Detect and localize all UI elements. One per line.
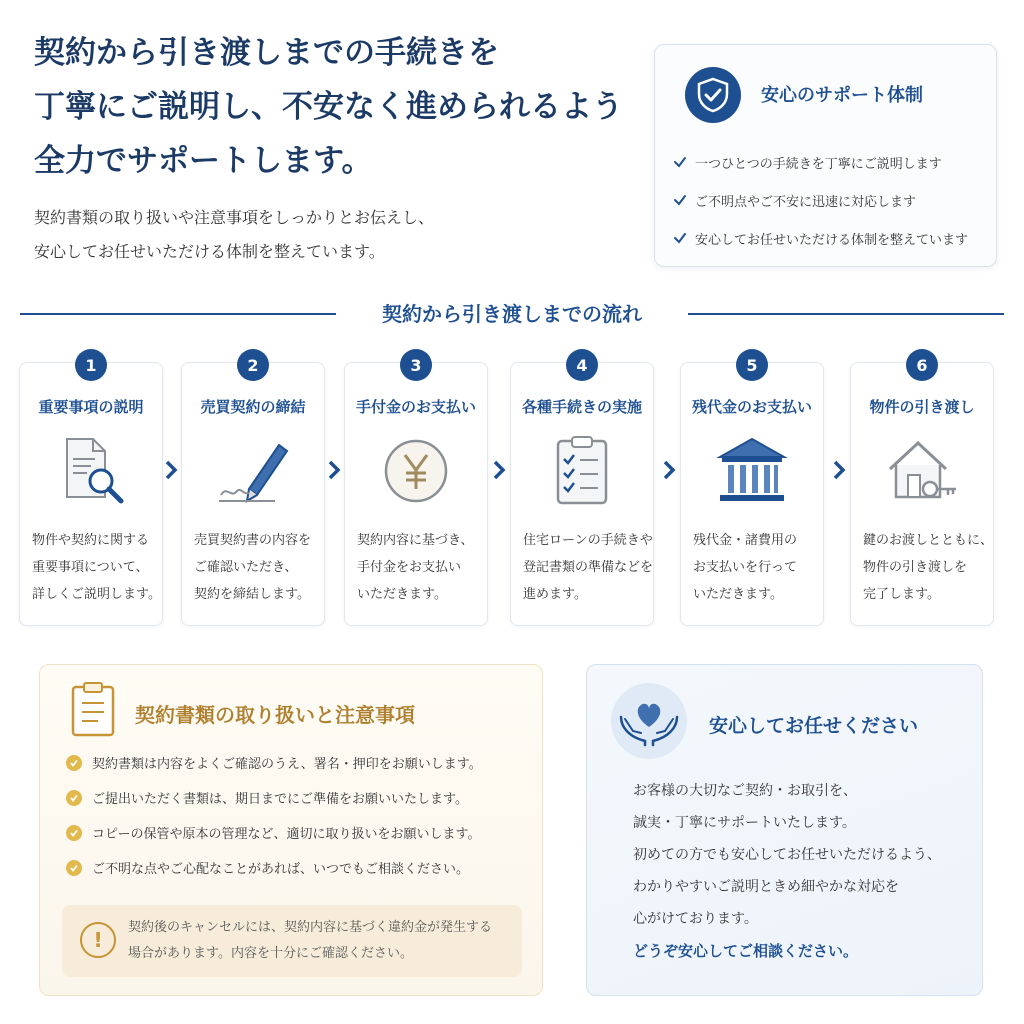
notes-item-label: ご提出いただく書類は、期日までにご準備をお願いいたします。 [92,792,468,807]
shield-check-icon [685,67,741,123]
heart-hands-icon [611,683,687,759]
trust-body-line: わかりやすいご説明ときめ細やかな対応を [633,879,899,895]
chevron-right-icon [832,460,846,480]
flow-heading: 契約から引き渡しまでの流れ [382,302,642,326]
step-description-line: 売買契約書の内容を [194,533,312,548]
pen-signature-icon [215,433,291,509]
step-description-line: 詳しくご説明します。 [32,587,161,602]
check-icon [673,155,687,169]
step-card-2 [181,355,325,626]
step-description-line: いただきます。 [693,587,783,602]
step-number: 3 [400,349,432,381]
step-number: 2 [237,349,269,381]
step-description-line: 重要事項について、 [32,560,149,575]
step-description-line: 残代金・諸費用の [693,533,798,548]
step-description [32,527,161,608]
step-title: 残代金のお支払い [691,398,812,416]
warning-box [62,905,522,977]
exclamation-icon: ! [80,922,116,958]
step-description-line: 物件や契約に関する [32,533,150,548]
step-description-line: 契約を締結します。 [194,587,310,602]
step-description-line: 完了します。 [863,587,940,602]
step-card-6 [850,355,994,626]
notes-title: 契約書類の取り扱いと注意事項 [135,703,415,727]
step-description-line: 契約内容に基づき、 [357,533,474,548]
step-description-line: 進めます。 [523,587,587,602]
divider [688,313,1004,315]
step-number: 6 [906,349,938,381]
hero-subtitle-line: 安心してお任せいただける体制を整えています。 [34,242,385,261]
check-icon [66,860,82,876]
notes-item-label: ご不明な点やご心配なことがあれば、いつでもご相談ください。 [92,862,470,877]
step-description-line: 手付金をお支払い [357,560,462,575]
chevron-right-icon [327,460,341,480]
hero-subtitle [34,201,634,269]
clipboard-icon [70,681,116,737]
trust-title: 安心してお任せください [709,715,919,737]
support-card [654,44,997,267]
step-description [863,527,994,608]
step-title: 売買契約の締結 [200,398,306,416]
step-description-line: ご確認いただき、 [194,560,298,575]
yen-coin-icon [378,433,454,509]
support-item-label: 一つひとつの手続きを丁寧にご説明します [695,156,942,172]
step-description-line: 物件の引き渡しを [863,560,968,575]
step-card-1 [19,355,163,626]
check-icon [673,231,687,245]
support-item-label: 安心してお任せいただける体制を整えています [695,232,969,248]
notes-item [66,780,482,815]
support-list [673,143,968,257]
notes-item [66,850,482,885]
step-card-4 [510,355,654,626]
notes-item [66,745,482,780]
step-description [357,527,481,608]
check-icon [66,755,82,771]
check-icon [66,790,82,806]
step-description [523,527,654,608]
support-title: 安心のサポート体制 [761,85,923,106]
hero-title [34,26,644,188]
chevron-right-icon [492,460,506,480]
support-item [673,181,968,219]
support-item [673,143,968,181]
house-key-icon [884,433,960,509]
bank-icon [714,433,790,509]
notes-list [66,745,482,885]
step-title: 物件の引き渡し [869,398,975,416]
notes-item-label: 契約書類は内容をよくご確認のうえ、署名・押印をお願いします。 [92,757,482,772]
trust-body-line: 心がけております。 [633,911,758,927]
step-description [194,527,318,608]
step-number: 4 [566,349,598,381]
hero-title-line: 全力でサポートします。 [34,143,373,179]
warning-text [128,915,492,967]
check-icon [66,825,82,841]
hero-title-line: 丁寧にご説明し、不安なく進められるよう [34,89,623,125]
trust-body-line: 誠実・丁寧にサポートいたします。 [633,815,856,831]
step-description-line: 鍵のお渡しとともに、 [863,533,994,548]
document-search-icon [53,433,129,509]
check-icon [673,193,687,207]
clipboard-checklist-icon [544,433,620,509]
step-title: 手付金のお支払い [355,398,476,416]
chevron-right-icon [662,460,676,480]
step-description [693,527,817,608]
step-description-line: お支払いを行って [693,560,798,575]
notes-item [66,815,482,850]
hero-subtitle-line: 契約書類の取り扱いや注意事項をしっかりとお伝えし、 [34,208,435,227]
step-card-5 [680,355,824,626]
step-card-3 [344,355,488,626]
step-title: 重要事項の説明 [38,398,144,416]
chevron-right-icon [164,460,178,480]
step-description-line: 住宅ローンの手続きや [523,533,653,548]
notes-item-label: コピーの保管や原本の管理など、適切に取り扱いをお願いします。 [92,827,481,842]
trust-closing: どうぞ安心してご相談ください。 [633,942,859,960]
step-description-line: 登記書類の準備などを [523,560,654,575]
step-number: 1 [75,349,107,381]
support-item [673,219,968,257]
trust-body-line: 初めての方でも安心してお任せいただけるよう、 [633,847,941,863]
trust-card [586,664,983,996]
step-number: 5 [736,349,768,381]
flow-heading-row [20,298,1004,328]
step-title: 各種手続きの実施 [521,398,642,416]
trust-body-line: お客様の大切なご契約・お取引を、 [633,783,857,799]
warning-line: 場合があります。内容を十分にご確認ください。 [128,946,413,961]
warning-line: 契約後のキャンセルには、契約内容に基づく違約金が発生する [128,920,493,935]
notes-card [39,664,543,996]
support-item-label: ご不明点やご不安に迅速に対応します [695,194,917,210]
hero-title-line: 契約から引き渡しまでの手続きを [34,35,499,71]
step-description-line: いただきます。 [357,587,447,602]
trust-body [633,775,941,935]
